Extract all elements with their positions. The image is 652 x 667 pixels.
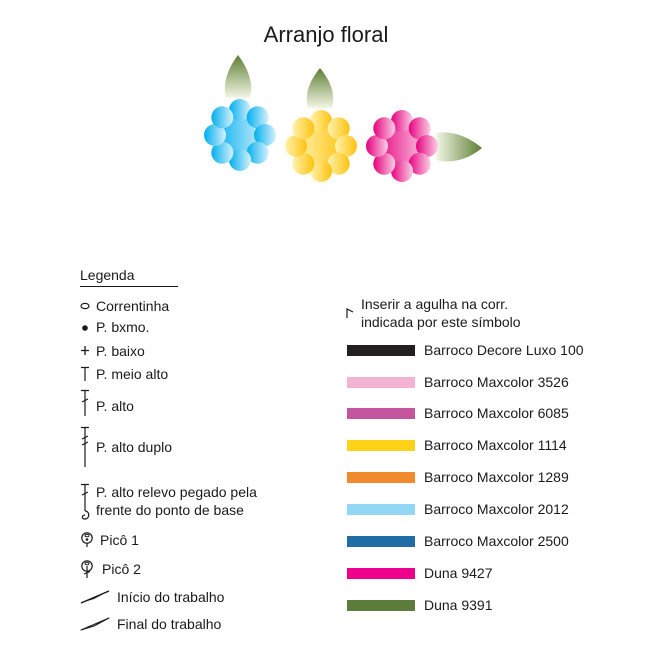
picot-1-icon xyxy=(80,532,94,548)
double-crochet-icon xyxy=(80,389,90,417)
yarn-label: Barroco Maxcolor 6085 xyxy=(424,405,569,421)
legend-item-label: Picô 2 xyxy=(102,561,141,577)
front-post-double-crochet-icon xyxy=(80,483,92,521)
yarn-swatch xyxy=(347,600,415,611)
chain-stitch-icon xyxy=(80,302,90,310)
yarn-swatch xyxy=(347,408,415,419)
treble-crochet-icon xyxy=(80,426,90,468)
picot-2-icon xyxy=(80,560,94,579)
insert-needle-text-line-1: Inserir a agulha na corr. xyxy=(361,296,509,312)
legend-item-label: Final do trabalho xyxy=(117,616,222,632)
yarn-swatch xyxy=(347,504,415,515)
legend-item-label: Correntinha xyxy=(96,298,170,314)
yarn-swatch xyxy=(347,440,415,451)
end-arrow-icon xyxy=(80,617,110,631)
floral-arrangement-illustration xyxy=(200,50,490,190)
insert-needle-text-line-2: indicada por este símbolo xyxy=(361,314,521,330)
yarn-label: Barroco Maxcolor 3526 xyxy=(424,374,569,390)
yarn-swatch xyxy=(347,377,415,388)
yarn-label: Barroco Maxcolor 1114 xyxy=(424,437,567,453)
flower-blue xyxy=(204,99,276,171)
legend-item-label: Picô 1 xyxy=(100,532,139,548)
yarn-swatch xyxy=(347,472,415,483)
flower-yellow xyxy=(285,110,357,182)
legend-heading: Legenda xyxy=(80,267,135,283)
page-title: Arranjo floral xyxy=(263,22,389,47)
yarn-swatch xyxy=(347,345,415,356)
legend-item-label: P. meio alto xyxy=(96,366,169,382)
legend-heading-underline xyxy=(80,286,178,287)
insert-needle-icon xyxy=(345,307,355,319)
legend-item-label: P. alto duplo xyxy=(96,439,173,455)
yarn-label: Barroco Maxcolor 2500 xyxy=(424,533,569,549)
yarn-label: Barroco Maxcolor 1289 xyxy=(424,469,569,485)
legend-item-label: P. alto relevo pegado pela xyxy=(96,484,257,500)
flower-pink xyxy=(366,110,438,182)
legend-item-label: P. bxmo. xyxy=(96,319,150,335)
leaf-right xyxy=(436,132,482,161)
yarn-swatch xyxy=(347,568,415,579)
start-arrow-icon xyxy=(80,590,110,604)
legend-item-label: frente do ponto de base xyxy=(96,502,244,518)
yarn-label: Duna 9427 xyxy=(424,565,493,581)
leaf-top-left xyxy=(225,55,252,98)
half-double-crochet-icon xyxy=(80,366,90,382)
single-crochet-icon xyxy=(80,345,90,356)
yarn-label: Barroco Decore Luxo 100 xyxy=(424,342,584,358)
yarn-label: Barroco Maxcolor 2012 xyxy=(424,501,569,517)
legend-item-label: P. baixo xyxy=(96,343,145,359)
yarn-swatch xyxy=(347,536,415,547)
legend-item-label: P. alto xyxy=(96,398,134,414)
leaf-top-center xyxy=(307,68,334,108)
legend-item-label: Início do trabalho xyxy=(117,589,225,605)
yarn-label: Duna 9391 xyxy=(424,597,493,613)
slip-stitch-icon xyxy=(81,324,89,332)
